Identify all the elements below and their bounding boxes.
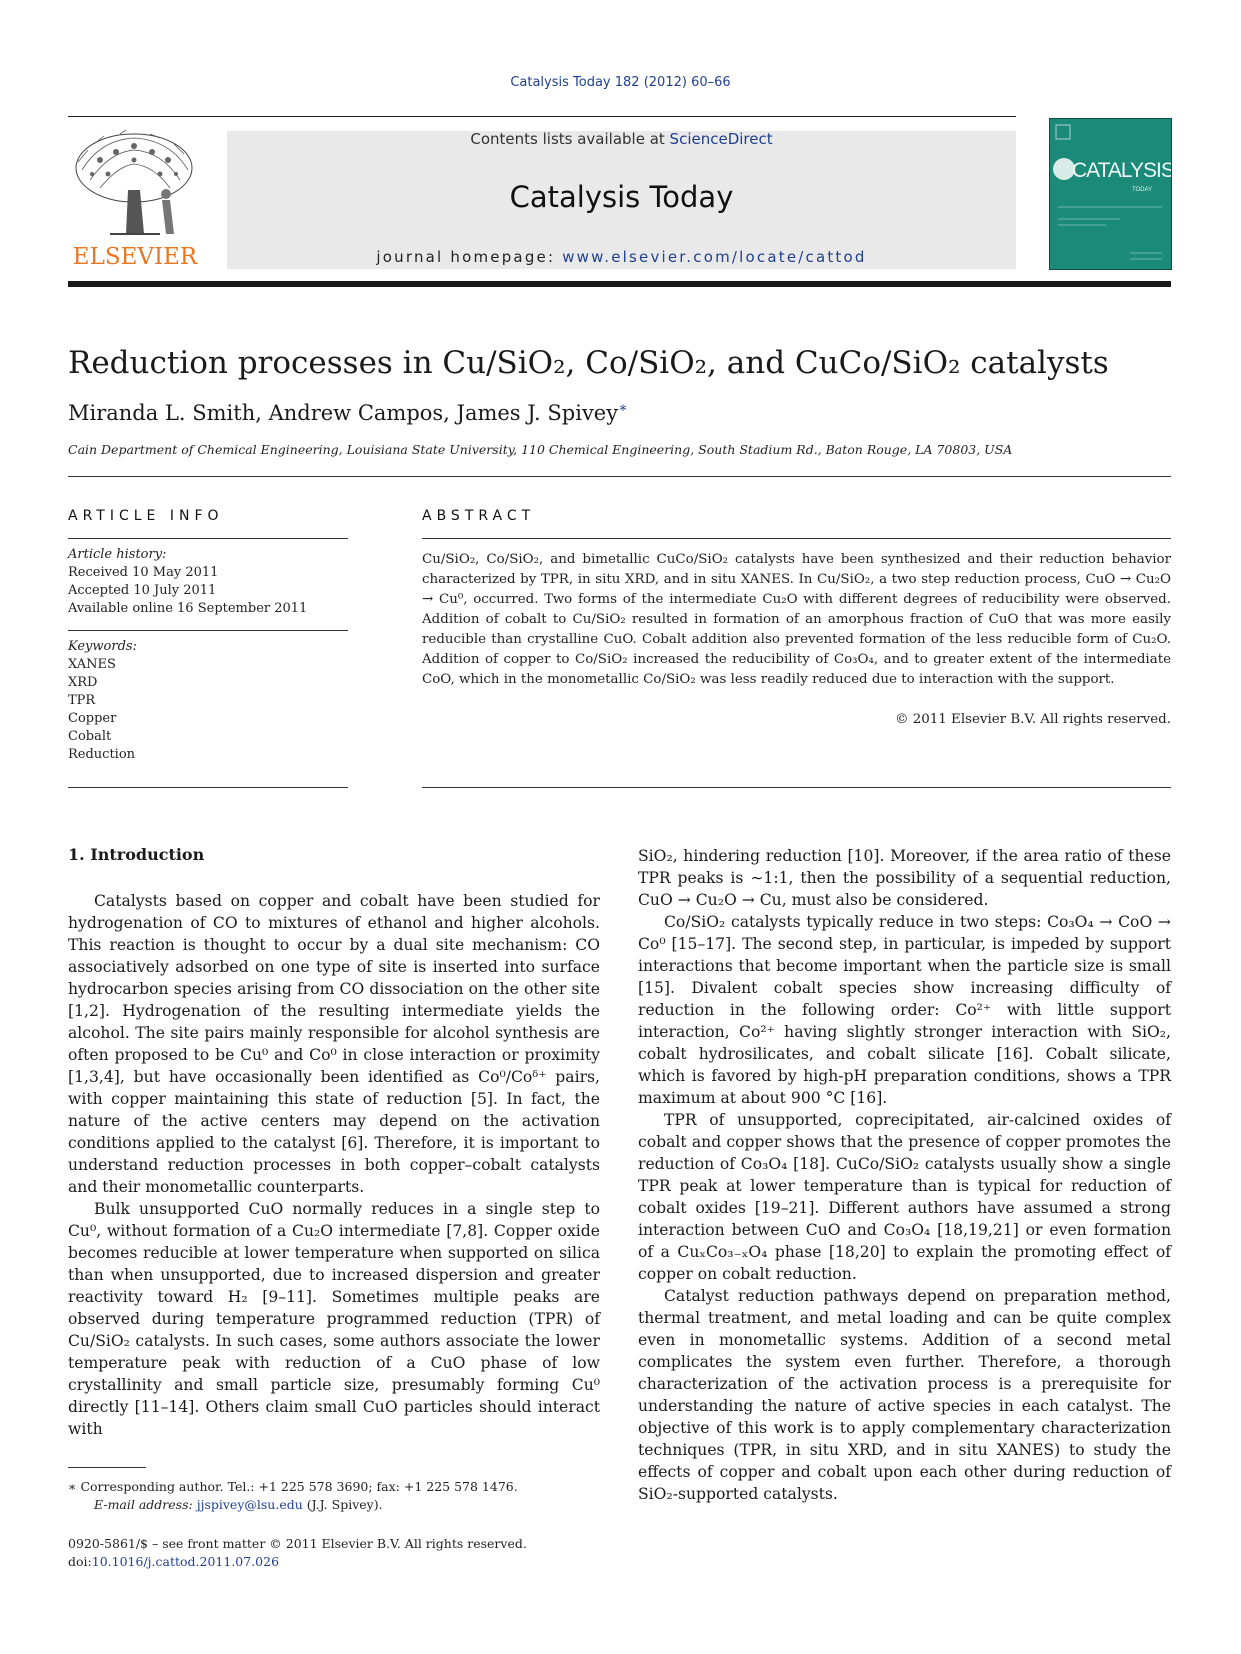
- history-label: Article history:: [68, 547, 167, 562]
- body-left-column: [68, 890, 600, 1440]
- keywords-block: [68, 638, 348, 764]
- page-footer: [68, 1535, 527, 1571]
- homepage-prefix: journal homepage:: [376, 248, 563, 266]
- svg-text:TODAY: TODAY: [1132, 187, 1153, 193]
- body-paragraph: SiO₂, hindering reduction [10]. Moreover, if the area ratio of these TPR peaks is ∼1:1, then the possibility of a sequential reduction, CuO → Cu₂O → Cu, must also be considered.: [638, 847, 1171, 909]
- article-info-bottom-rule: [68, 787, 348, 788]
- masthead-bottom-rule: [68, 281, 1171, 287]
- email-line: [68, 1496, 518, 1514]
- abstract-heading: ABSTRACT: [422, 508, 536, 524]
- keyword-item: XRD: [68, 675, 98, 690]
- keywords-label: Keywords:: [68, 639, 137, 654]
- email-label: E-mail address:: [94, 1497, 197, 1512]
- authors-text: Miranda L. Smith, Andrew Campos, James J. Spivey: [68, 401, 619, 425]
- doi-link[interactable]: 10.1016/j.cattod.2011.07.026: [91, 1554, 280, 1569]
- article-info-rule: [68, 538, 348, 539]
- history-accepted: Accepted 10 July 2011: [68, 583, 217, 598]
- keywords-rule: [68, 630, 348, 631]
- body-paragraph: Co/SiO₂ catalysts typically reduce in two steps: Co₃O₄ → CoO → Co⁰ [15–17]. The second step, in particular, is impeded by support interactions that become important when the particle size is small [15]. Divalent cobalt species show increasing difficulty of reduction in the following order: Co²⁺ with little support interaction, Co²⁺ having slightly stronger interaction with SiO₂, cobalt hydrosilicates, and cobalt silicate [16]. Cobalt silicate, which is favored by high-pH preparation conditions, shows a TPR maximum at about 900 °C [16].: [638, 913, 1171, 1107]
- contents-prefix: Contents lists available at: [470, 130, 670, 148]
- section-heading-introduction: 1. Introduction: [68, 845, 205, 864]
- sciencedirect-link[interactable]: ScienceDirect: [669, 130, 773, 148]
- article-history: [68, 546, 348, 618]
- keyword-item: Cobalt: [68, 729, 112, 744]
- keyword-item: XANES: [68, 657, 116, 672]
- email-link[interactable]: jjspivey@lsu.edu: [196, 1497, 303, 1512]
- journal-title: Catalysis Today: [509, 180, 734, 214]
- email-suffix: (J.J. Spivey).: [302, 1497, 383, 1512]
- journal-citation[interactable]: Catalysis Today 182 (2012) 60–66: [510, 75, 731, 90]
- affiliation: Cain Department of Chemical Engineering, Louisiana State University, 110 Chemical Engineering, South Stadium Rd., Baton Rouge, LA 70803, USA: [68, 442, 1013, 457]
- body-right-column: [638, 845, 1171, 1505]
- abstract-rule: [422, 538, 1171, 539]
- doi-line: [68, 1553, 527, 1571]
- elsevier-logo[interactable]: [70, 130, 200, 272]
- journal-homepage-line: [227, 248, 1016, 266]
- body-paragraph: Catalyst reduction pathways depend on preparation method, thermal treatment, and metal loading and can be quite complex even in monometallic systems. Addition of a second metal complicates the system even further. Therefore, a thorough characterization of the activation process is a prerequisite for understanding the nature of active species in each catalyst. The objective of this work is to apply complementary characterization techniques (TPR, in situ XRD, and in situ XANES) to study the effects of copper and cobalt upon each other during reduction of SiO₂-supported catalysts.: [638, 1287, 1171, 1503]
- doi-label: doi:: [68, 1554, 92, 1569]
- body-paragraph: Bulk unsupported CuO normally reduces in a single step to Cu⁰, without formation of a Cu₂O intermediate [7,8]. Copper oxide becomes reducible at lower temperature when supported on silica than when unsupported, due to increased dispersion and greater reactivity toward H₂ [9–11]. Sometimes multiple peaks are observed during temperature programmed reduction (TPR) of Cu/SiO₂ catalysts. In such cases, some authors associate the lower temperature peak with reduction of a CuO phase of low crystallinity and small particle size, presumably forming Cu⁰ directly [11–14]. Others claim small CuO particles should interact with: [68, 1200, 600, 1438]
- abstract-text: Cu/SiO₂, Co/SiO₂, and bimetallic CuCo/SiO₂ catalysts have been synthesized and their reduction behavior characterized by TPR, in situ XRD, and in situ XANES. In Cu/SiO₂, a two step reduction process, CuO → Cu₂O → Cu⁰, occurred. Two forms of the intermediate Cu₂O with different degrees of reducibility were observed. Addition of cobalt to Cu/SiO₂ resulted in formation of an amorphous fraction of CuO that was more easily reducible than crystalline CuO. Cobalt addition also prevented formation of the less reducible form of Cu₂O. Addition of copper to Co/SiO₂ increased the reducibility of Co₃O₄, and to greater extent of the intermediate CoO, which in the monometallic Co/SiO₂ was less readily reduced due to interaction with the support.: [422, 552, 1171, 687]
- keyword-item: Copper: [68, 711, 117, 726]
- history-received: Received 10 May 2011: [68, 565, 219, 580]
- masthead-top-rule: [68, 116, 1016, 117]
- title-block-rule: [68, 476, 1171, 477]
- corresponding-author-mark[interactable]: ∗: [618, 400, 628, 416]
- keyword-item: TPR: [68, 693, 96, 708]
- journal-cover-thumbnail[interactable]: [1049, 118, 1172, 270]
- corresponding-author-contact: ∗ Corresponding author. Tel.: +1 225 578 3690; fax: +1 225 578 1476.: [68, 1479, 518, 1494]
- author-list: [68, 400, 628, 425]
- cover-art-icon: [1050, 119, 1171, 269]
- history-online: Available online 16 September 2011: [68, 601, 308, 616]
- footnote-rule: [68, 1467, 146, 1468]
- article-title: Reduction processes in Cu/SiO₂, Co/SiO₂, and CuCo/SiO₂ catalysts: [68, 345, 1109, 381]
- keyword-item: Reduction: [68, 747, 136, 762]
- body-paragraph: Catalysts based on copper and cobalt have been studied for hydrogenation of CO to mixtures of ethanol and higher alcohols. This reaction is thought to occur by a dual site mechanism: CO associatively adsorbed on one type of site is inserted into surface hydrocarbon species arising from CO dissociation on the other site [1,2]. Hydrogenation of the resulting intermediate yields the alcohol. The site pairs mainly responsible for alcohol synthesis are often proposed to be Cu⁰ and Co⁰ in close interaction or proximity [1,3,4], but have occasionally been identified as Co⁰/Coᵟ⁺ pairs, with copper maintaining this state of reduction [5]. In fact, the nature of the active centers may depend on the activation conditions applied to the catalyst [6]. Therefore, it is important to understand reduction processes in both copper–cobalt catalysts and their monometallic counterparts.: [68, 892, 600, 1196]
- svg-text:ELSEVIER: ELSEVIER: [72, 244, 198, 270]
- tree-logo-icon: [70, 130, 200, 272]
- body-paragraph: TPR of unsupported, coprecipitated, air-calcined oxides of cobalt and copper shows that the presence of copper promotes the reduction of Co₃O₄ [18]. CuCo/SiO₂ catalysts usually show a single TPR peak at lower temperature than is typical for reduction of cobalt oxides [19–21]. Different authors have assumed a strong interaction between CuO and Co₃O₄ [18,19,21] or even formation of a CuₓCo₃₋ₓO₄ phase [18,20] to explain the promoting effect of copper on cobalt reduction.: [638, 1111, 1171, 1283]
- corresponding-author-footnote: [68, 1478, 518, 1514]
- abstract-copyright: © 2011 Elsevier B.V. All rights reserved.: [895, 712, 1171, 727]
- contents-line: [227, 130, 1016, 148]
- issn-line: 0920-5861/$ – see front matter © 2011 Elsevier B.V. All rights reserved.: [68, 1536, 527, 1551]
- svg-text:CATALYSIS: CATALYSIS: [1072, 159, 1171, 182]
- article-info-heading: ARTICLE INFO: [68, 508, 224, 524]
- journal-homepage-link[interactable]: www.elsevier.com/locate/cattod: [562, 248, 867, 266]
- abstract-bottom-rule: [422, 787, 1171, 788]
